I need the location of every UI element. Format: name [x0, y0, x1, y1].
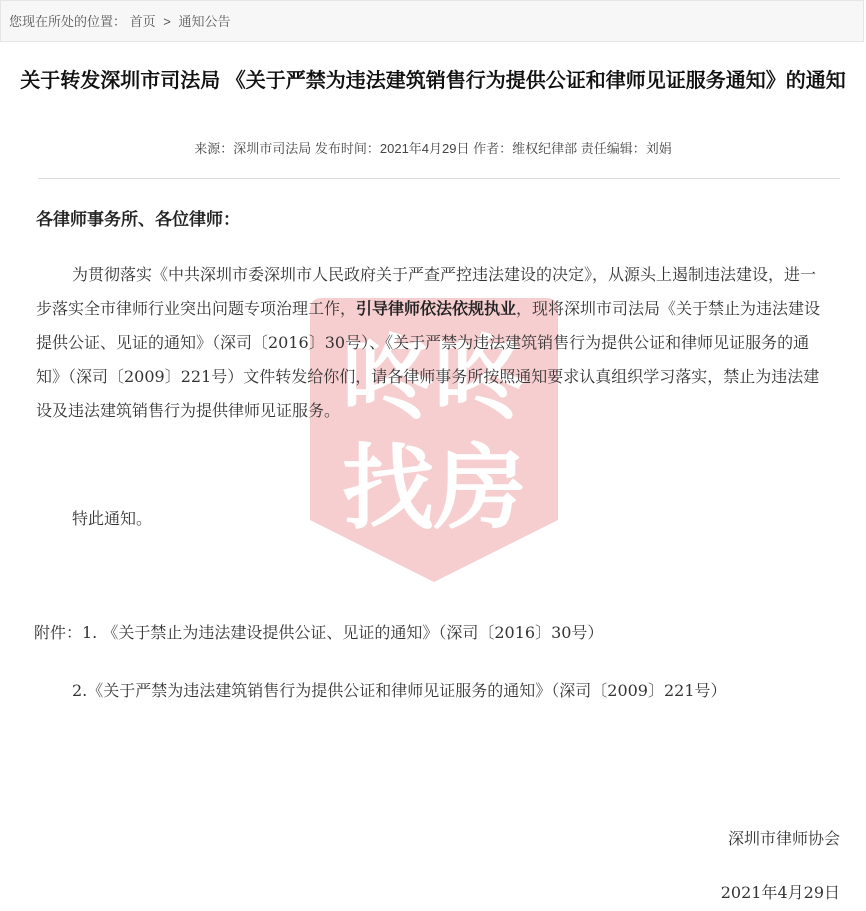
closing-note: 特此通知。 [72, 509, 153, 528]
paragraph-1-part-a: 为贯彻落实《中共深圳市委深圳市人民政府关于严查严控违法建设的决定》，从源头上遏制违法建设，进一步落实全市律师行业突出问题专项治理工作， [36, 265, 817, 318]
article-meta: 来源：深圳市司法局 发布时间：2021年4月29日 作者：维权纪律部 责任编辑：刘娟 [194, 141, 672, 156]
divider [38, 178, 840, 179]
salutation: 各律师事务所、各位律师： [36, 210, 240, 230]
breadcrumb-prefix: 您现在所处的位置： [9, 14, 127, 29]
breadcrumb-separator: > [163, 14, 171, 29]
breadcrumb [0, 0, 864, 42]
attachment-2: 2.《关于严禁为违法建筑销售行为提供公证和律师见证服务的通知》（深司〔2009〕221号） [72, 681, 727, 700]
signature-date: 2021年4月29日 [720, 883, 840, 902]
breadcrumb-current-link[interactable]: 通知公告 [178, 14, 231, 29]
watermark-line1: 咚咚 [341, 325, 527, 432]
paragraph-1-part-b: ，现将深圳市司法局《关于禁止为违法建设提供公证、见证的通知》（深司〔2016〕30号）、《关于严禁为违法建筑销售行为提供公证和律师见证服务的通知》（深司〔2009〕221号）文件转发给你们，请各律师事务所按照通知要求认真组织学习落实，禁止为违法建设及违法建筑销售行为提供律师见证服务。 [36, 299, 821, 420]
article-title: 关于转发深圳市司法局 《关于严禁为违法建筑销售行为提供公证和律师见证服务通知》的通知 [20, 70, 846, 92]
attachment-1: 附件：1. 《关于禁止为违法建设提供公证、见证的通知》（深司〔2016〕30号） [34, 623, 604, 642]
breadcrumb-home-link[interactable]: 首页 [129, 14, 156, 29]
signature: 深圳市律师协会 [727, 829, 840, 848]
paragraph-1 [36, 258, 826, 428]
paragraph-1-emphasis: 引导律师依法依规执业 [356, 299, 517, 318]
watermark-line2: 找房 [341, 435, 527, 542]
